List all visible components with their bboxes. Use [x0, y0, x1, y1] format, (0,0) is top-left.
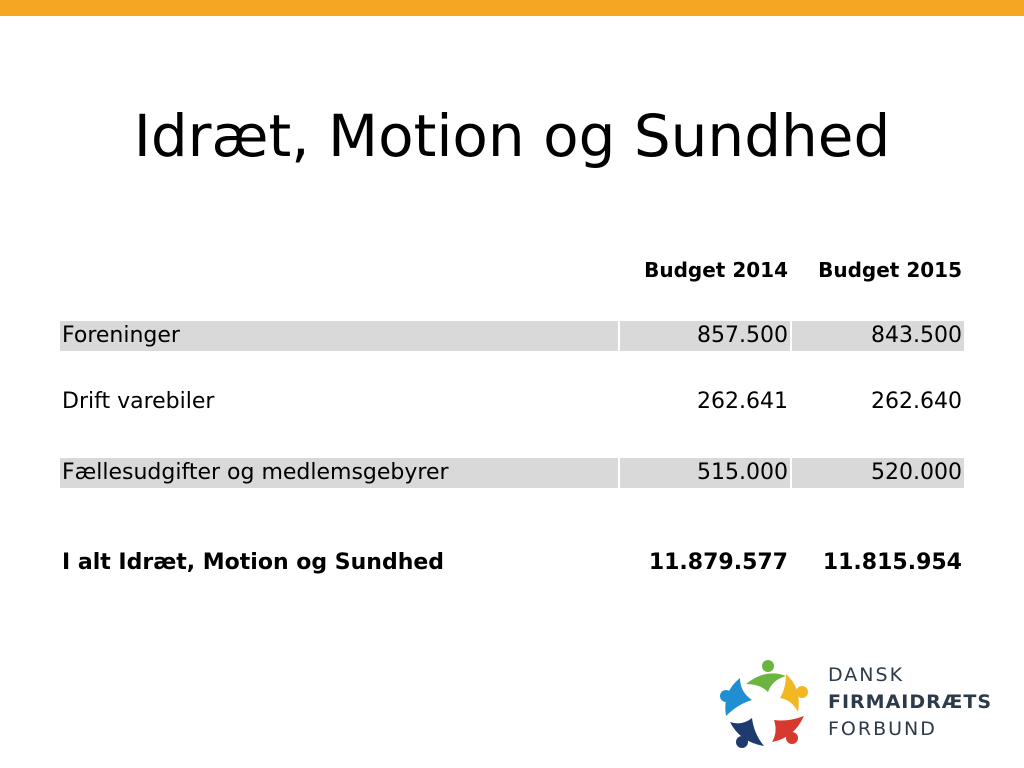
- row-budget-2015: 520.000: [792, 458, 964, 488]
- row-label: Drift varebiler: [62, 389, 215, 414]
- slide-title: Idræt, Motion og Sundhed: [133, 102, 891, 170]
- logo-line-dansk: DANSK: [828, 664, 905, 686]
- total-label: I alt Idræt, Motion og Sundhed: [62, 550, 445, 575]
- header-label-cell: [60, 255, 618, 285]
- table-row: [60, 321, 964, 351]
- people-star-logo-icon: [716, 654, 816, 754]
- row-budget-2015: 262.640: [871, 389, 962, 414]
- total-budget-2015: 11.815.954: [822, 550, 962, 575]
- logo-line-firmaidraets: FIRMAIDRÆTS: [828, 691, 993, 713]
- budget-table: [60, 0, 964, 768]
- dfif-logo: [716, 654, 1006, 754]
- header-budget-2014: Budget 2014: [644, 258, 788, 282]
- table-row: [60, 458, 964, 488]
- row-budget-2014: 857.500: [620, 321, 790, 351]
- total-budget-2014: 11.879.577: [648, 550, 788, 575]
- table-total-row: [60, 548, 964, 578]
- row-budget-2014: 515.000: [620, 458, 790, 488]
- row-budget-2015: 843.500: [792, 321, 964, 351]
- table-row: [60, 387, 964, 417]
- row-label: Fællesudgifter og medlemsgebyrer: [60, 458, 618, 488]
- logo-line-forbund: FORBUND: [828, 718, 937, 740]
- row-label: Foreninger: [60, 321, 618, 351]
- logo-wordmark: [828, 662, 1006, 743]
- table-header-row: [60, 255, 964, 285]
- row-budget-2014: 262.641: [697, 389, 788, 414]
- header-budget-2015: Budget 2015: [818, 258, 962, 282]
